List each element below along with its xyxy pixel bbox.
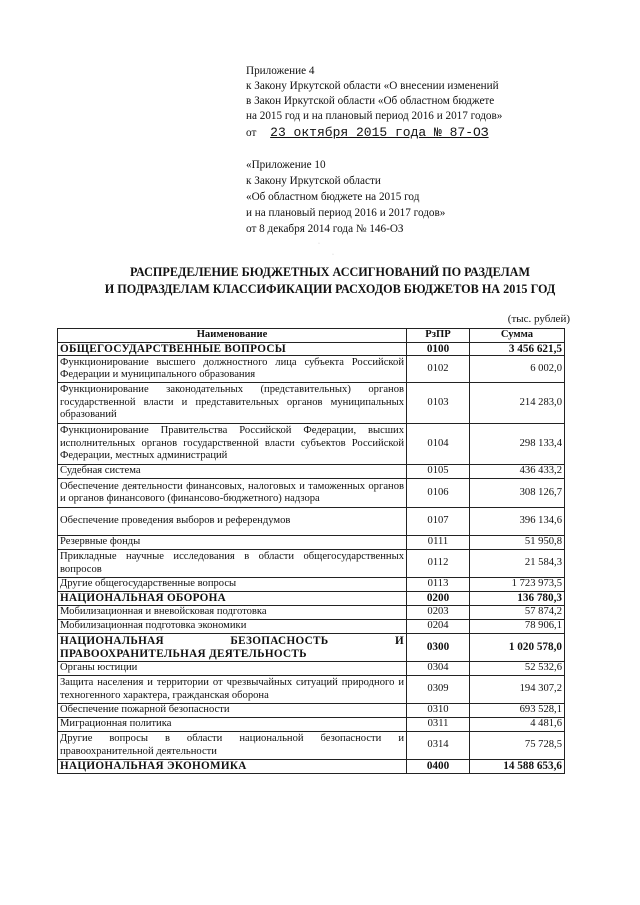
row-code: 0105 (407, 465, 470, 479)
row-name: Защита населения и территории от чрезвычайных ситуаций природного и техногенного характера, гражданская оборона (58, 676, 407, 704)
row-code: 0314 (407, 732, 470, 760)
table-row (58, 479, 565, 508)
column-header-name: Наименование (58, 329, 407, 343)
stamp-date-number: 23 октября 2015 года № 87-ОЗ (270, 125, 489, 140)
row-sum: 6 002,0 (470, 356, 565, 383)
row-sum: 78 906,1 (470, 620, 565, 634)
row-name: Органы юстиции (58, 662, 407, 676)
appendix-header (246, 64, 626, 141)
scan-speck: · (318, 241, 320, 247)
row-name: НАЦИОНАЛЬНАЯ ЭКОНОМИКА (58, 760, 407, 774)
row-sum: 396 134,6 (470, 508, 565, 536)
law-stamp (246, 125, 626, 141)
table-row (58, 508, 565, 536)
row-name: НАЦИОНАЛЬНАЯ ОБОРОНА (58, 592, 407, 606)
row-code: 0203 (407, 606, 470, 620)
table-row (58, 606, 565, 620)
column-header-code: РзПР (407, 329, 470, 343)
table-section-row (58, 342, 565, 356)
header-line: и на плановый период 2016 и 2017 годов» (246, 207, 446, 219)
table-row (58, 676, 565, 704)
row-sum: 214 283,0 (470, 383, 565, 424)
row-code: 0107 (407, 508, 470, 536)
table-row (58, 662, 565, 676)
table-row (58, 578, 565, 592)
row-code: 0400 (407, 760, 470, 774)
row-name: НАЦИОНАЛЬНАЯ БЕЗОПАСНОСТЬ И ПРАВООХРАНИТЕЛЬНАЯ ДЕЯТЕЛЬНОСТЬ (58, 634, 407, 662)
header-line: от 8 декабря 2014 года № 146-ОЗ (246, 223, 404, 235)
row-code: 0113 (407, 578, 470, 592)
column-header-sum: Сумма (470, 329, 565, 343)
row-sum: 308 126,7 (470, 479, 565, 508)
row-name: Другие вопросы в области национальной безопасности и правоохранительной деятельности (58, 732, 407, 760)
table-header-row (58, 329, 565, 343)
row-sum: 1 723 973,5 (470, 578, 565, 592)
appendix-number: Приложение 4 (246, 65, 315, 77)
table-row (58, 465, 565, 479)
scan-speck: · (332, 252, 334, 258)
row-name: Прикладные научные исследования в области общегосударственных вопросов (58, 550, 407, 578)
title-line: И ПОДРАЗДЕЛАМ КЛАССИФИКАЦИИ РАСХОДОВ БЮДЖЕТОВ НА 2015 ГОД (104, 282, 556, 296)
row-name: Судебная система (58, 465, 407, 479)
header-line: к Закону Иркутской области «О внесении изменений (246, 80, 499, 92)
appendix-number: «Приложение 10 (246, 159, 326, 171)
row-sum: 298 133,4 (470, 424, 565, 465)
table-row (58, 620, 565, 634)
row-sum: 194 307,2 (470, 676, 565, 704)
table-row (58, 550, 565, 578)
row-name: Резервные фонды (58, 536, 407, 550)
row-name: Обеспечение пожарной безопасности (58, 704, 407, 718)
row-code: 0310 (407, 704, 470, 718)
row-sum: 14 588 653,6 (470, 760, 565, 774)
row-sum: 3 456 621,5 (470, 342, 565, 356)
table-section-row (58, 760, 565, 774)
row-name: Функционирование законодательных (представительных) органов государственной власти и представительных органов муниципальных образований (58, 383, 407, 424)
row-code: 0104 (407, 424, 470, 465)
budget-table (57, 328, 565, 774)
units-label: (тыс. рублей) (507, 313, 570, 325)
row-name: Обеспечение проведения выборов и референдумов (58, 508, 407, 536)
row-code: 0100 (407, 342, 470, 356)
row-sum: 693 528,1 (470, 704, 565, 718)
row-sum: 1 020 578,0 (470, 634, 565, 662)
row-name: Мобилизационная и вневойсковая подготовка (58, 606, 407, 620)
row-sum: 4 481,6 (470, 718, 565, 732)
row-code: 0204 (407, 620, 470, 634)
row-name: Функционирование высшего должностного лица субъекта Российской Федерации и муниципального образования (58, 356, 407, 383)
header-line: в Закон Иркутской области «Об областном бюджете (246, 95, 495, 107)
header-line: «Об областном бюджете на 2015 год (246, 191, 420, 203)
row-name: Функционирование Правительства Российской Федерации, высших исполнительных органов государственной власти субъектов Российской Федерации, местных администраций (58, 424, 407, 465)
table-row (58, 732, 565, 760)
table-row (58, 536, 565, 550)
table-row (58, 424, 565, 465)
title-line: РАСПРЕДЕЛЕНИЕ БЮДЖЕТНЫХ АССИГНОВАНИЙ ПО РАЗДЕЛАМ (130, 265, 530, 279)
row-code: 0112 (407, 550, 470, 578)
row-sum: 136 780,3 (470, 592, 565, 606)
stamp-prefix: от (246, 127, 257, 139)
table-section-row (58, 592, 565, 606)
row-code: 0106 (407, 479, 470, 508)
row-sum: 436 433,2 (470, 465, 565, 479)
row-name: Обеспечение деятельности финансовых, налоговых и таможенных органов и органов финансового (финансово-бюджетного) надзора (58, 479, 407, 508)
row-name: Другие общегосударственные вопросы (58, 578, 407, 592)
row-sum: 51 950,8 (470, 536, 565, 550)
row-sum: 21 584,3 (470, 550, 565, 578)
row-sum: 57 874,2 (470, 606, 565, 620)
row-code: 0311 (407, 718, 470, 732)
header-line: на 2015 год и на плановый период 2016 и 2017 годов» (246, 110, 503, 122)
original-appendix-header (246, 157, 626, 237)
table-row (58, 704, 565, 718)
table-section-row (58, 634, 565, 662)
table-row (58, 718, 565, 732)
row-code: 0300 (407, 634, 470, 662)
header-line: к Закону Иркутской области (246, 175, 381, 187)
row-code: 0200 (407, 592, 470, 606)
row-code: 0103 (407, 383, 470, 424)
row-code: 0102 (407, 356, 470, 383)
row-name: ОБЩЕГОСУДАРСТВЕННЫЕ ВОПРОСЫ (58, 342, 407, 356)
row-sum: 75 728,5 (470, 732, 565, 760)
row-code: 0309 (407, 676, 470, 704)
row-sum: 52 532,6 (470, 662, 565, 676)
row-code: 0111 (407, 536, 470, 550)
row-name: Миграционная политика (58, 718, 407, 732)
table-row (58, 383, 565, 424)
table-row (58, 356, 565, 383)
document-title (40, 264, 620, 298)
row-name: Мобилизационная подготовка экономики (58, 620, 407, 634)
row-code: 0304 (407, 662, 470, 676)
